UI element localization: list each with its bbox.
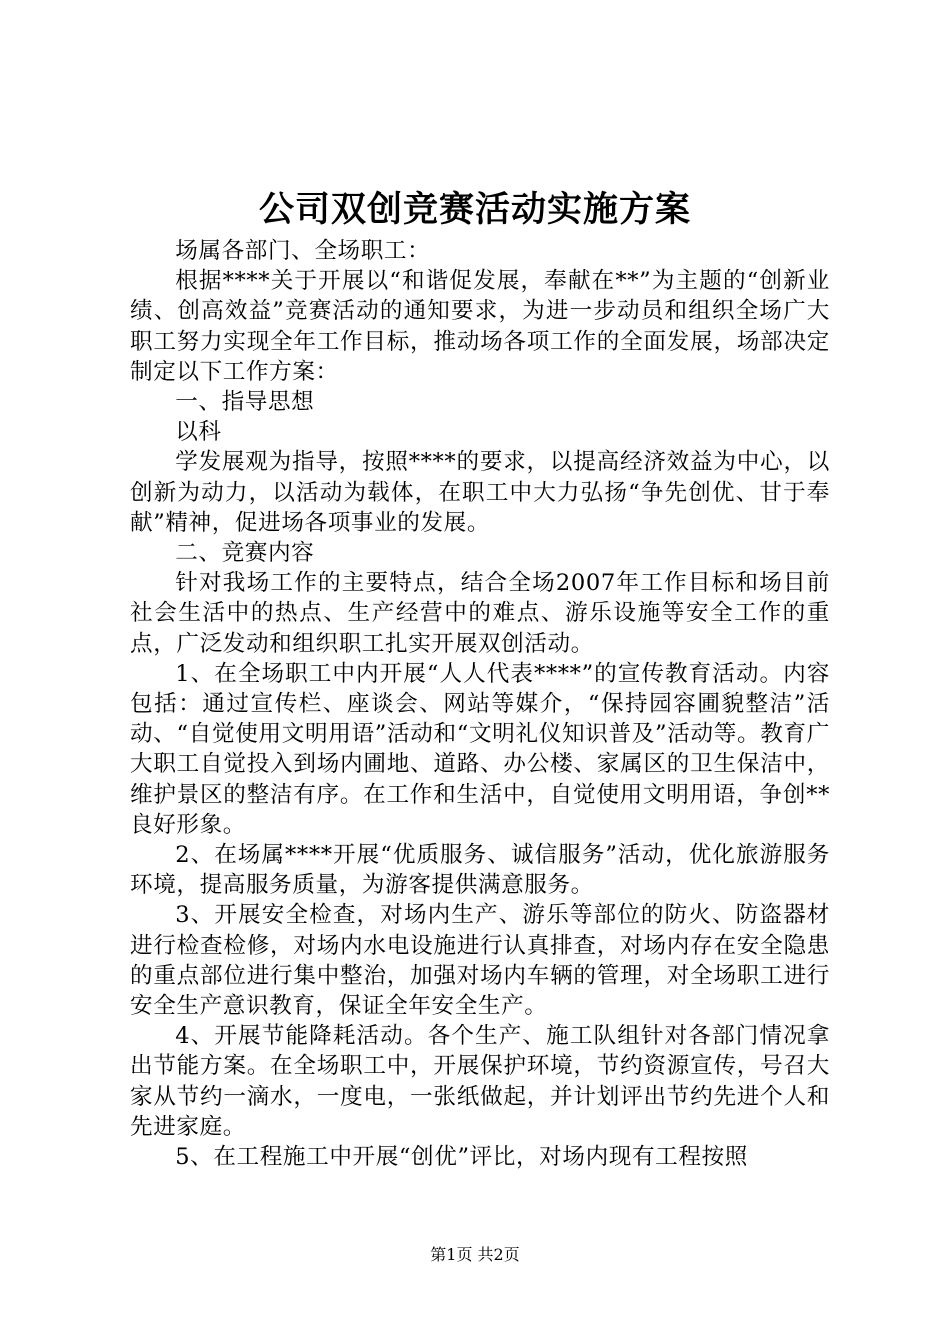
paragraph-item-2: 2、在场属****开展“优质服务、诚信服务”活动，优化旅游服务环境，提高服务质量，为游客提供满意服务。 bbox=[130, 842, 830, 899]
paragraph-item-3: 3、开展安全检查，对场内生产、游乐等部位的防火、防盗器材进行检查检修，对场内水电设施进行认真排查，对场内存在安全隐患的重点部位进行集中整治，加强对场内车辆的管理，对全场职工进行安全生产意识教育，保证全年安全生产。 bbox=[130, 902, 830, 1020]
paragraph-intro: 根据****关于开展以“和谐促发展，奉献在**”为主题的“创新业绩、创高效益”竞赛活动的通知要求，为进一步动员和组织全场广大职工努力实现全年工作目标，推动场各项工作的全面发展，场部决定制定以下工作方案： bbox=[130, 268, 830, 385]
paragraph-fragment: 以科 bbox=[175, 419, 222, 446]
section-heading-competition-content: 二、竞赛内容 bbox=[175, 540, 315, 567]
paragraph-guiding-ideology: 学发展观为指导，按照****的要求，以提高经济效益为中心，以创新为动力，以活动为载体，在职工中大力弘扬“争先创优、甘于奉献”精神，促进场各项事业的发展。 bbox=[130, 449, 830, 536]
salutation: 场属各部门、全场职工： bbox=[175, 238, 431, 264]
paragraph-competition-overview: 针对我场工作的主要特点，结合全场2007年工作目标和场目前社会生活中的热点、生产经营中的难点、游乐设施等安全工作的重点，广泛发动和组织职工扎实开展双创活动。 bbox=[130, 570, 830, 657]
paragraph-item-1: 1、在全场职工中内开展“人人代表****”的宣传教育活动。内容包括：通过宣传栏、座谈会、网站等媒介，“保持园容圃貌整洁”活动、“自觉使用文明用语”活动和“文明礼仪知识普及”活动等。教育广大职工自觉投入到场内圃地、道路、办公楼、家属区的卫生保洁中，维护景区的整洁有序。在工作和生活中，自觉使用文明用语，争创**良好形象。 bbox=[130, 660, 830, 838]
document-body bbox=[130, 236, 830, 1172]
page-footer: 第1页 共2页 bbox=[430, 1245, 520, 1264]
paragraph-item-5: 5、在工程施工中开展“创优”评比，对场内现有工程按照 bbox=[175, 1144, 748, 1171]
paragraph-item-4: 4、开展节能降耗活动。各个生产、施工队组针对各部门情况拿出节能方案。在全场职工中，开展保护环境，节约资源宣传，号召大家从节约一滴水，一度电，一张纸做起，并计划评出节约先进个人和先进家庭。 bbox=[130, 1023, 830, 1140]
section-heading-guiding-ideology: 一、指导思想 bbox=[175, 389, 315, 416]
document-title: 公司双创竞赛活动实施方案 bbox=[258, 189, 691, 230]
